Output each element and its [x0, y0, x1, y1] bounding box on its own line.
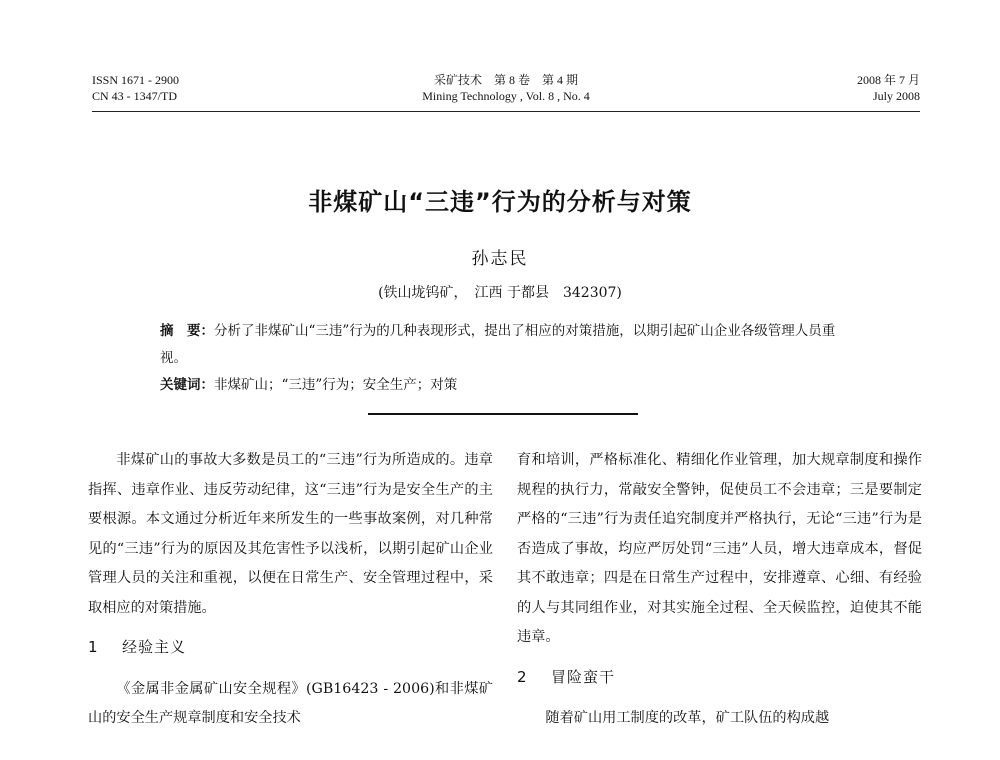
- header-right: [857, 72, 920, 104]
- author: 孙志民: [471, 249, 529, 269]
- journal-name-cn: 采矿技术 第 8 卷 第 4 期: [433, 73, 578, 87]
- continued-paragraph: 育和培训，严格标准化、精细化作业管理，加大规章制度和操作规程的执行力，常敲安全警钟，促使员工不会违章；三是要制定严格的“三违”行为责任追究制度并严格执行，无论“三违”行为是否造成了事故，均应严厉处罚“三违”人员，增大违章成本，督促其不敢违章；四是在日常生产过程中，安排遵章、心细、有经验的人与其同组作业，对其实施全过程、全天候监控，迫使其不能违章。: [517, 452, 922, 645]
- header-rule: [92, 111, 920, 112]
- abstract: [160, 318, 860, 372]
- left-column: [88, 446, 493, 734]
- abstract-separator: [368, 413, 638, 415]
- section-1-paragraph: 《金属非金属矿山安全规程》(GB16423 - 2006)和非煤矿山的安全生产规章制度和安全技术: [88, 680, 493, 726]
- affiliation: (铁山垅钨矿， 江西 于都县 342307): [378, 285, 622, 301]
- section-1-number: 1: [88, 638, 99, 656]
- section-1-heading: [88, 633, 493, 663]
- journal-name-en: Mining Technology , Vol. 8 , No. 4: [422, 89, 590, 103]
- abstract-block: [160, 318, 860, 399]
- header-center: [92, 72, 920, 104]
- page-header: [92, 72, 920, 116]
- keywords: [160, 372, 860, 399]
- keywords-text: 非煤矿山；“三违”行为；安全生产；对策: [214, 377, 458, 393]
- section-2-title: 冒险蛮干: [551, 667, 616, 686]
- right-column: [517, 446, 922, 734]
- abstract-text: 分析了非煤矿山“三违”行为的几种表现形式，提出了相应的对策措施，以期引起矿山企业各级管理人员重视。: [160, 323, 836, 366]
- issn: ISSN 1671 - 2900: [92, 73, 180, 87]
- abstract-label: 摘 要：: [160, 323, 214, 339]
- section-2-paragraph: 随着矿山用工制度的改革，矿工队伍的构成越: [545, 710, 830, 726]
- section-2-number: 2: [517, 667, 528, 686]
- section-1-title: 经验主义: [122, 638, 187, 656]
- article-title: 非煤矿山“三违”行为的分析与对策: [308, 188, 692, 216]
- keywords-label: 关键词：: [160, 377, 214, 393]
- section-2-heading: [517, 663, 922, 693]
- intro-paragraph: 非煤矿山的事故大多数是员工的“三违”行为所造成的。违章指挥、违章作业、违反劳动纪律，这“三违”行为是安全生产的主要根源。本文通过分析近年来所发生的一些事故案例，对几种常见的“三违”行为的原因及其危害性予以浅析，以期引起矿山企业管理人员的关注和重视，以便在日常生产、安全管理过程中，采取相应的对策措施。: [88, 452, 493, 616]
- date-en: July 2008: [872, 89, 920, 103]
- cn-number: CN 43 - 1347/TD: [92, 89, 177, 103]
- date-cn: 2008 年 7 月: [856, 73, 920, 87]
